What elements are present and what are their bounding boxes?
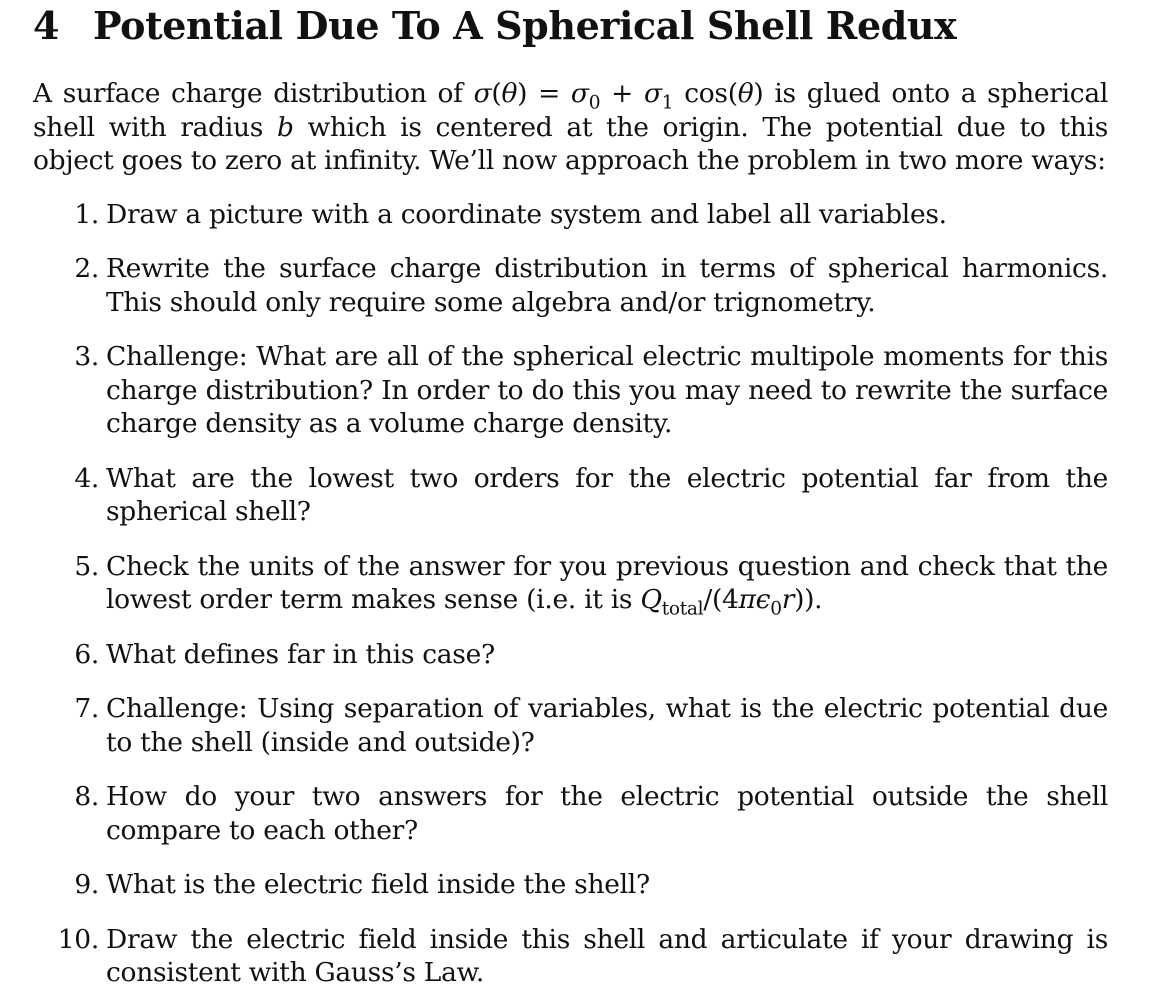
item-text: What defines far in this case? <box>106 638 495 670</box>
sigma-equation: $\sigma(\theta) = \sigma_0 + \sigma_1$ cos(θ) <box>473 78 764 114</box>
list-item <box>33 923 1108 990</box>
list-item <box>33 252 1108 319</box>
intro-paragraph <box>33 77 1108 178</box>
item-number: 1. <box>74 198 99 230</box>
item-number: 9. <box>74 869 99 900</box>
section-title: Potential Due To A Spherical Shell Redux <box>93 3 957 48</box>
item-number: 3. <box>74 341 99 372</box>
item-number: 6. <box>74 638 99 670</box>
list-item <box>33 638 1108 672</box>
list-item <box>33 692 1108 759</box>
radius-symbol: b <box>277 111 294 143</box>
item-text: Draw a picture with a coordinate system and label all variables. <box>106 198 947 230</box>
list-item <box>33 462 1108 529</box>
list-item <box>33 198 1108 232</box>
item-text-before: Check the units of the answer for you previous question and check that the lowest order term makes sense (i.e. it is <box>106 550 1108 615</box>
list-item <box>33 550 1108 620</box>
item-number: 7. <box>74 693 99 724</box>
list-item <box>33 780 1108 847</box>
item-text: Draw the electric field inside this shell and articulate if your drawing is consistent with Gauss’s Law. <box>106 923 1108 988</box>
item-number: 5. <box>74 550 99 582</box>
list-item <box>33 868 1108 902</box>
item-text: Challenge: Using separation of variables, what is the electric potential due to the shell (inside and outside)? <box>106 693 1108 758</box>
intro-text-3: which is centered at the origin. The potential due to this object goes to zero at infinity. We’ll now approach the problem in two more ways: <box>33 111 1108 176</box>
section-heading <box>33 0 1108 49</box>
item-text-after: ). <box>804 584 823 615</box>
item-number: 10. <box>57 923 99 955</box>
item-number: 2. <box>74 253 99 284</box>
item-number: 8. <box>74 781 99 812</box>
item-text: How do your two answers for the electric potential outside the shell compare to each other? <box>106 781 1108 846</box>
item-number: 4. <box>74 462 99 494</box>
item-text: What is the electric field inside the shell? <box>106 869 650 900</box>
intro-text-1: A surface charge distribution of <box>33 78 474 109</box>
question-list <box>33 198 1108 990</box>
total-charge-expression: $Q_{total}/(4\pi\epsilon_0r)$ <box>640 584 805 620</box>
section-number: 4 <box>33 3 60 48</box>
list-item <box>33 340 1108 441</box>
item-text <box>99 550 1108 620</box>
item-text: Rewrite the surface charge distribution in terms of spherical harmonics. This should only require some algebra and/or trignometry. <box>106 253 1108 318</box>
intro-text-2: is glued onto a spherical shell with radius <box>33 78 1108 143</box>
item-text: What are the lowest two orders for the electric potential far from the spherical shell? <box>106 462 1108 527</box>
item-text: Challenge: What are all of the spherical electric multipole moments for this charge distribution? In order to do this you may need to rewrite the surface charge density as a volume charge density. <box>106 341 1108 439</box>
